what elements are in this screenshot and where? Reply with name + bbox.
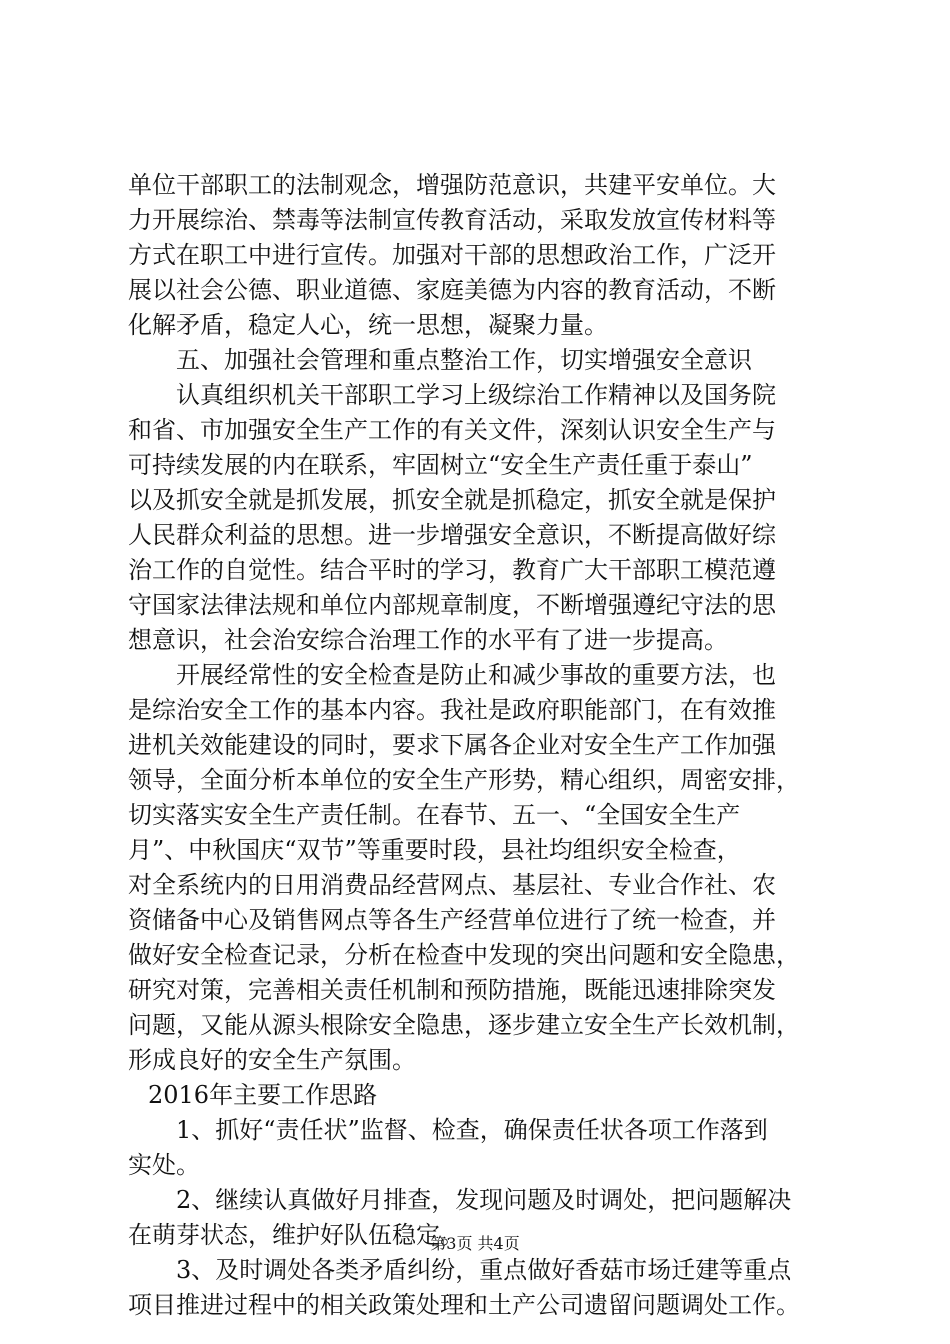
section-heading: 五、加强社会管理和重点整治工作，切实增强安全意识: [176, 346, 752, 374]
body-line: 问题，又能从源头根除安全隐患，逐步建立安全生产长效机制，: [128, 1011, 800, 1039]
list-item-continuation: 实处。: [128, 1151, 200, 1179]
body-line: 切实落实安全生产责任制。在春节、五一、“全国安全生产: [128, 801, 741, 829]
body-line: 研究对策，完善相关责任机制和预防措施，既能迅速排除突发: [128, 976, 776, 1004]
body-line: 方式在职工中进行宣传。加强对干部的思想政治工作，广泛开: [128, 241, 776, 269]
body-line: 可持续发展的内在联系，牢固树立“安全生产责任重于泰山”: [128, 451, 753, 479]
body-line: 治工作的自觉性。结合平时的学习，教育广大干部职工模范遵: [128, 556, 776, 584]
body-line: 展以社会公德、职业道德、家庭美德为内容的教育活动，不断: [128, 276, 776, 304]
list-item-continuation: 在萌芽状态，维护好队伍稳定。: [128, 1221, 464, 1249]
body-line: 和省、市加强安全生产工作的有关文件，深刻认识安全生产与: [128, 416, 776, 444]
section-heading: 2016年主要工作思路: [148, 1081, 378, 1109]
body-line: 想意识，社会治安综合治理工作的水平有了进一步提高。: [128, 626, 728, 654]
list-item: 1、抓好“责任状”监督、检查，确保责任状各项工作落到: [176, 1116, 768, 1144]
body-line: 认真组织机关干部职工学习上级综治工作精神以及国务院: [176, 381, 776, 409]
body-line: 资储备中心及销售网点等各生产经营单位进行了统一检查，并: [128, 906, 776, 934]
body-line: 领导，全面分析本单位的安全生产形势，精心组织，周密安排，: [128, 766, 800, 794]
list-item-continuation: 项目推进过程中的相关政策处理和土产公司遗留问题调处工作。: [128, 1291, 800, 1319]
body-line: 化解矛盾，稳定人心，统一思想，凝聚力量。: [128, 311, 608, 339]
body-line: 是综治安全工作的基本内容。我社是政府职能部门，在有效推: [128, 696, 776, 724]
body-line: 对全系统内的日用消费品经营网点、基层社、专业合作社、农: [128, 871, 776, 899]
body-line: 月”、中秋国庆“双节”等重要时段，县社均组织安全检查，: [128, 836, 741, 864]
body-line: 守国家法律法规和单位内部规章制度，不断增强遵纪守法的思: [128, 591, 776, 619]
page-footer: 第3页 共4页: [430, 1234, 520, 1253]
body-line: 形成良好的安全生产氛围。: [128, 1046, 416, 1074]
list-item: 3、及时调处各类矛盾纠纷，重点做好香菇市场迁建等重点: [176, 1256, 792, 1284]
body-line: 以及抓安全就是抓发展，抓安全就是抓稳定，抓安全就是保护: [128, 486, 776, 514]
list-item: 2、继续认真做好月排查，发现问题及时调处，把问题解决: [176, 1186, 792, 1214]
body-line: 进机关效能建设的同时，要求下属各企业对安全生产工作加强: [128, 731, 776, 759]
body-line: 力开展综治、禁毒等法制宣传教育活动，采取发放宣传材料等: [128, 206, 776, 234]
body-line: 开展经常性的安全检查是防止和减少事故的重要方法，也: [176, 661, 776, 689]
body-line: 人民群众利益的思想。进一步增强安全意识，不断提高做好综: [128, 521, 776, 549]
body-line: 做好安全检查记录，分析在检查中发现的突出问题和安全隐患，: [128, 941, 800, 969]
body-line: 单位干部职工的法制观念，增强防范意识，共建平安单位。大: [128, 171, 776, 199]
document-body: [128, 168, 840, 1323]
